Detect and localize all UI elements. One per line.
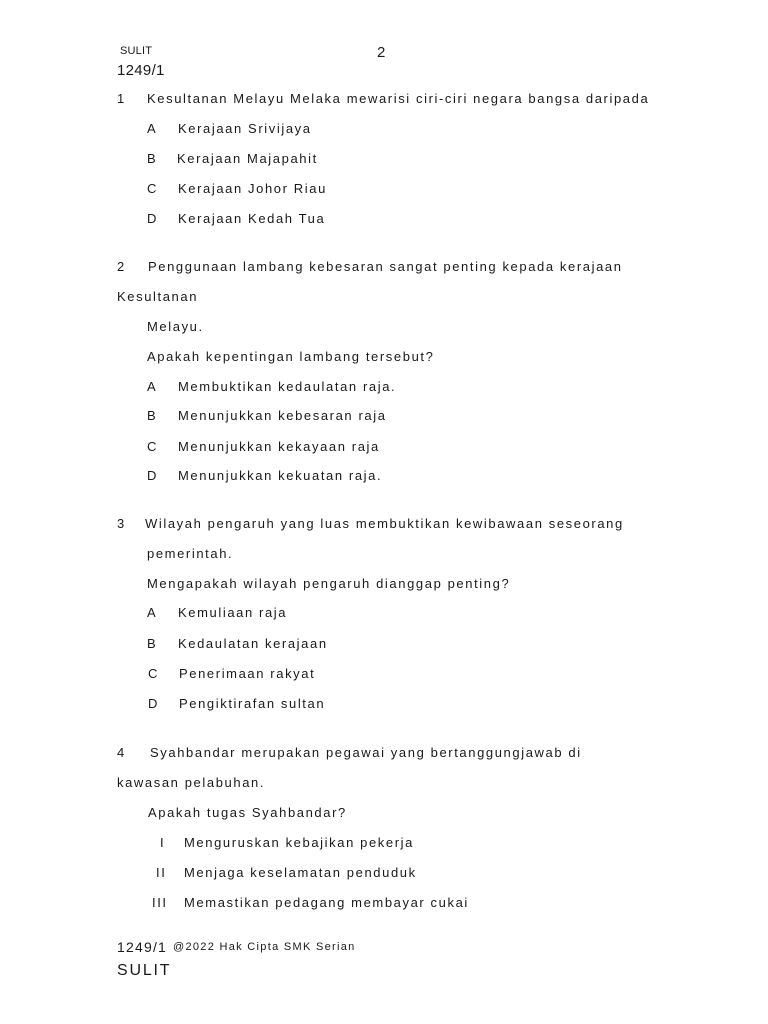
statement-text: Memastikan pedagang membayar cukai	[184, 895, 469, 910]
option-text: Kerajaan Kedah Tua	[178, 211, 326, 226]
question-stem: pemerintah.	[147, 546, 234, 561]
option-letter: A	[147, 379, 158, 394]
header-paper-code: 1249/1	[117, 62, 165, 79]
option-text: Kerajaan Johor Riau	[178, 181, 327, 196]
question-stem: Wilayah pengaruh yang luas membuktikan kewibawaan seseorang	[145, 516, 624, 531]
option-letter: C	[147, 439, 158, 454]
footer-copyright: @2022 Hak Cipta SMK Serian	[173, 941, 356, 953]
question-number: 2	[117, 259, 126, 274]
option-letter: D	[147, 211, 158, 226]
option-text: Kerajaan Srivijaya	[178, 121, 312, 136]
option-letter: A	[147, 605, 158, 620]
option-text: Menunjukkan kekuatan raja.	[178, 468, 383, 483]
option-text: Pengiktirafan sultan	[179, 696, 326, 711]
option-text: Kedaulatan kerajaan	[178, 636, 328, 651]
question-number: 3	[117, 516, 126, 531]
statement-numeral: II	[156, 865, 167, 880]
question-prompt: Mengapakah wilayah pengaruh dianggap penting?	[147, 576, 511, 591]
question-prompt: Apakah tugas Syahbandar?	[148, 805, 347, 820]
option-text: Kemuliaan raja	[178, 605, 288, 620]
question-prompt: Apakah kepentingan lambang tersebut?	[147, 349, 435, 364]
question-stem: Kesultanan Melayu Melaka mewarisi ciri-ciri negara bangsa daripada	[147, 91, 650, 106]
question-stem: Melayu.	[147, 319, 204, 334]
question-stem: Penggunaan lambang kebesaran sangat penting kepada kerajaan	[148, 259, 623, 274]
option-letter: D	[148, 696, 159, 711]
question-stem: Kesultanan	[117, 289, 199, 304]
option-letter: B	[147, 636, 158, 651]
statement-text: Menguruskan kebajikan pekerja	[184, 835, 414, 850]
option-letter: C	[148, 666, 159, 681]
question-number: 4	[117, 745, 126, 760]
option-text: Membuktikan kedaulatan raja.	[178, 379, 397, 394]
page-number: 2	[377, 44, 386, 61]
option-text: Kerajaan Majapahit	[177, 151, 318, 166]
option-letter: C	[147, 181, 158, 196]
option-letter: A	[147, 121, 158, 136]
header-sulit: SULIT	[120, 45, 153, 57]
option-letter: B	[147, 151, 158, 166]
option-letter: D	[147, 468, 158, 483]
footer-paper-code: 1249/1	[117, 939, 168, 955]
option-text: Menunjukkan kekayaan raja	[178, 439, 380, 454]
question-stem: Syahbandar merupakan pegawai yang bertanggungjawab di	[150, 745, 582, 760]
statement-text: Menjaga keselamatan penduduk	[184, 865, 417, 880]
option-text: Penerimaan rakyat	[179, 666, 316, 681]
question-number: 1	[117, 91, 126, 106]
statement-numeral: I	[160, 835, 166, 850]
option-text: Menunjukkan kebesaran raja	[178, 408, 387, 423]
option-letter: B	[147, 408, 158, 423]
footer-sulit: SULIT	[117, 962, 172, 979]
statement-numeral: III	[152, 895, 168, 910]
question-stem: kawasan pelabuhan.	[117, 775, 266, 790]
